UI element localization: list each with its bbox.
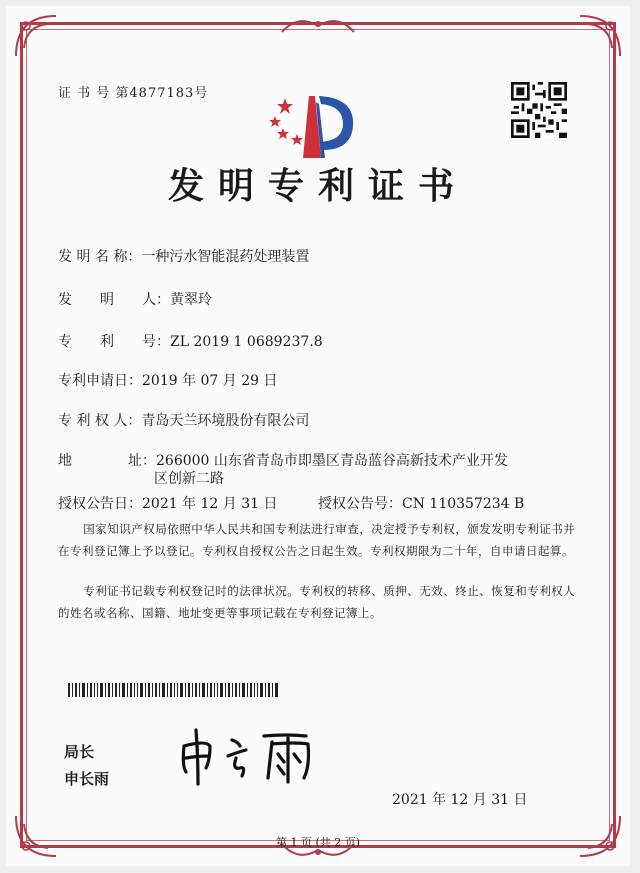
certificate-sheet xyxy=(6,6,630,866)
director-name: 申长雨 xyxy=(64,770,110,788)
page-number: 第 1 页 (共 2 页) xyxy=(275,836,361,849)
field-label: 授权公告号： xyxy=(318,496,402,512)
patent-office-emblem-icon xyxy=(263,88,363,162)
certificate-paragraph-1: 国家知识产权局依照中华人民共和国专利法进行审查，决定授予专利权，颁发发明专利证书并在专利登记簿上予以登记。专利权自授权公告之日起生效。专利权期限为二十年，自申请日起算。 xyxy=(58,522,576,558)
top-center-ornament-icon xyxy=(278,12,358,38)
field-label: 专 利 权 人： xyxy=(58,413,142,429)
barcode-icon xyxy=(68,683,278,697)
director-title: 局长 xyxy=(64,743,95,761)
field-label: 发 明 名 称： xyxy=(58,249,142,265)
qr-code-icon xyxy=(511,82,567,138)
field-grant-date xyxy=(58,493,278,513)
field-address xyxy=(58,450,508,470)
field-invention-name xyxy=(58,246,309,266)
field-label: 授权公告日： xyxy=(58,496,142,512)
corner-ornament-top-left-icon xyxy=(6,6,66,66)
field-value: 黄翠玲 xyxy=(170,292,212,308)
field-value: 2019 年 07 月 29 日 xyxy=(142,373,278,389)
field-label: 专 利 号： xyxy=(58,334,170,350)
field-value: CN 110357234 B xyxy=(402,496,525,512)
director-signature xyxy=(176,726,326,786)
field-value: 一种污水智能混药处理装置 xyxy=(141,249,310,265)
field-value: 青岛天兰环境股份有限公司 xyxy=(141,413,310,429)
field-label: 地 址： xyxy=(58,453,156,469)
certificate-paragraph-2: 专利证书记载专利权登记时的法律状况。专利权的转移、质押、无效、终止、恢复和专利权人的姓名或名称、国籍、地址变更等事项记载在专利登记簿上。 xyxy=(58,584,576,620)
field-value: ZL 2019 1 0689237.8 xyxy=(170,334,323,350)
field-patent-number xyxy=(58,331,323,351)
field-inventor xyxy=(58,289,212,309)
field-label: 发 明 人： xyxy=(58,292,170,308)
field-label: 专利申请日： xyxy=(58,373,142,389)
address-line-2: 区创新二路 xyxy=(154,471,224,487)
field-value: 2021 年 12 月 31 日 xyxy=(142,496,278,512)
certificate-number: 证 书 号 第4877183号 xyxy=(58,86,209,101)
field-patentee xyxy=(58,410,309,430)
issue-date: 2021 年 12 月 31 日 xyxy=(392,792,528,808)
corner-ornament-top-right-icon xyxy=(570,6,630,66)
field-application-date xyxy=(58,370,278,390)
address-line-1: 266000 山东省青岛市即墨区青岛蓝谷高新技术产业开发 xyxy=(156,453,508,469)
field-grant-number xyxy=(318,493,524,513)
certificate-title: 发明专利证书 xyxy=(167,165,468,207)
